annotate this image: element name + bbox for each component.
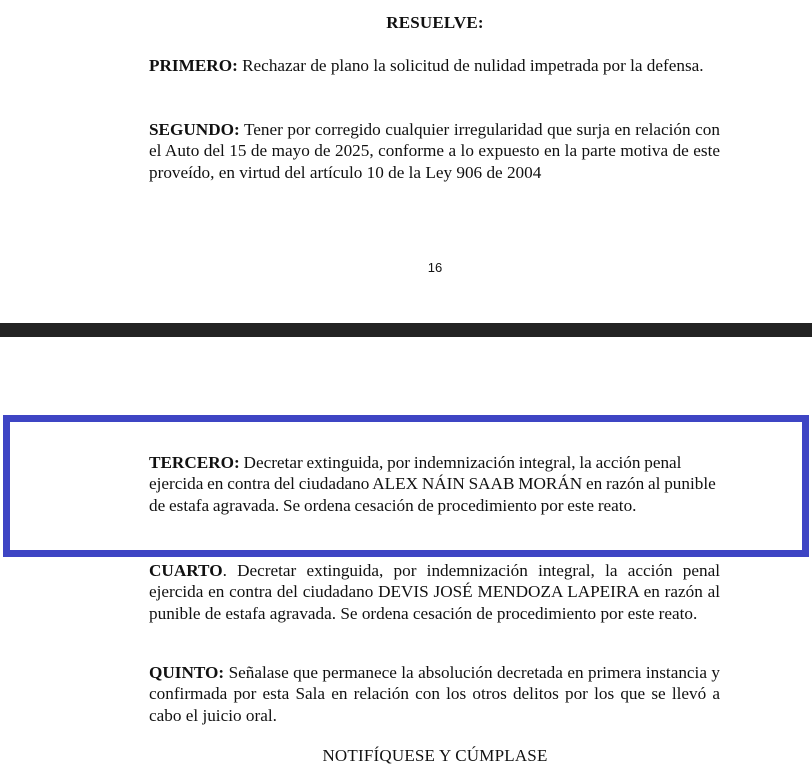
resolution-item-primero [149,55,720,76]
item-text: Señalase que permanece la absolución decretada en primera instancia y confirmada por esta Sala en relación con los otros delitos por los que se llevó a cabo el juicio oral. [149,663,720,725]
item-label: TERCERO: [149,453,240,472]
item-text: Tener por corregido cualquier irregularidad que surja en relación con el Auto del 15 de mayo de 2025, conforme a lo expuesto en la parte motiva de este proveído, en virtud del artículo 10 de la Ley 906 de 2004 [149,120,720,182]
closing-notice: NOTIFÍQUESE Y CÚMPLASE [322,746,548,765]
resolution-item-tercero [149,452,720,516]
item-label: CUARTO [149,561,223,580]
resolution-item-cuarto [149,560,720,624]
item-label: SEGUNDO: [149,120,240,139]
item-text: Rechazar de plano la solicitud de nulidad impetrada por la defensa. [237,56,704,75]
resolution-item-segundo [149,119,720,183]
item-label: QUINTO: [149,663,225,682]
item-label: PRIMERO: [149,56,238,75]
page-separator [0,323,812,337]
item-text: . Decretar extinguida, por indemnización integral, la acción penal ejercida en contra del ciudadano DEVIS JOSÉ MENDOZA LAPEIRA en razón al punible de estafa agravada. Se ordena cesación de procedimiento por este reato. [149,561,720,623]
resolve-heading: RESUELVE: [386,13,484,32]
item-text: Decretar extinguida, por indemnización integral, la acción penal ejercida en contra del ciudadano ALEX NÁIN SAAB MORÁN en razón al punible de estafa agravada. Se ordena cesación de procedimiento por este reato. [149,453,716,515]
page-number: 16 [427,260,443,275]
resolution-item-quinto [149,662,720,726]
